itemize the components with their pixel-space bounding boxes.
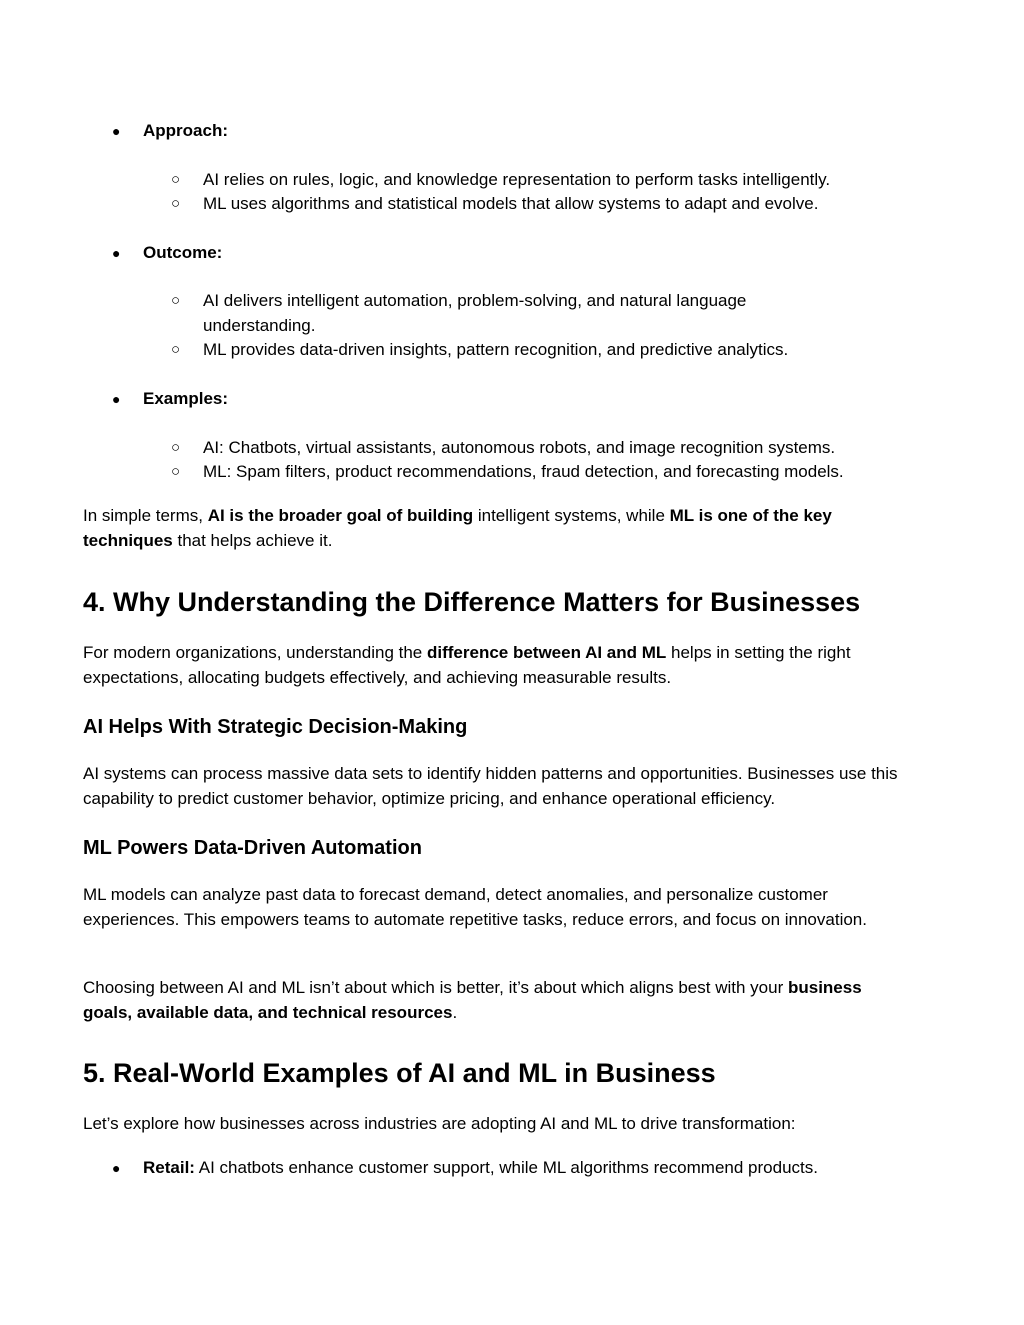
sub-bullet-icon: ○ xyxy=(171,439,181,456)
list-label: Outcome: xyxy=(143,243,223,262)
sub-list-item: AI: Chatbots, virtual assistants, autonomous robots, and image recognition systems. xyxy=(203,438,836,457)
sub-bullet-icon: ○ xyxy=(171,195,181,212)
paragraph-ml-automation: ML models can analyze past data to forecast demand, detect anomalies, and personalize customer experiences. This empowers teams to automate repetitive tasks, reduce errors, and focus on innovation. xyxy=(83,885,867,929)
paragraph-ai-strategic: AI systems can process massive data sets to identify hidden patterns and opportunities. Businesses use this capability to predict customer behavior, optimize pricing, and enhance operational efficiency. xyxy=(83,764,898,808)
list-item-outcome xyxy=(143,241,923,266)
list-item-approach xyxy=(143,119,923,144)
bullet-icon: ● xyxy=(112,123,121,139)
list-label: Examples: xyxy=(143,389,229,408)
subheading-ai-strategic: AI Helps With Strategic Decision-Making xyxy=(83,716,468,738)
sub-list-item: AI relies on rules, logic, and knowledge representation to perform tasks intelligently. xyxy=(203,170,831,189)
section-4-heading: 4. Why Understanding the Difference Matters for Businesses xyxy=(83,587,861,617)
bullet-icon: ● xyxy=(112,391,121,407)
bullet-icon: ● xyxy=(112,245,121,261)
subheading-ml-automation: ML Powers Data-Driven Automation xyxy=(83,837,422,859)
list-item-examples xyxy=(143,387,923,412)
section-5-heading: 5. Real-World Examples of AI and ML in Business xyxy=(83,1058,716,1088)
sub-bullet-icon: ○ xyxy=(171,171,181,188)
sub-bullet-icon: ○ xyxy=(171,292,181,309)
section-4-intro: For modern organizations, understanding the difference between AI and ML helps in setting the right expectations, allocating budgets effectively, and achieving measurable results. xyxy=(83,643,851,687)
bullet-icon: ● xyxy=(112,1160,121,1176)
sub-list-item: ML: Spam filters, product recommendations, fraud detection, and forecasting models. xyxy=(203,462,844,481)
list-item-retail: Retail: AI chatbots enhance customer support, while ML algorithms recommend products. xyxy=(143,1158,818,1177)
summary-paragraph: In simple terms, AI is the broader goal of building intelligent systems, while ML is one of the key techniques that helps achieve it. xyxy=(83,506,832,550)
sub-list-item: ML provides data-driven insights, pattern recognition, and predictive analytics. xyxy=(203,340,789,359)
list-label: Approach: xyxy=(143,121,228,140)
section-5-intro: Let’s explore how businesses across industries are adopting AI and ML to drive transformation: xyxy=(83,1114,796,1133)
section-4-closing: Choosing between AI and ML isn’t about which is better, it’s about which aligns best with your business goals, available data, and technical resources. xyxy=(83,978,862,1022)
sub-list-item: AI delivers intelligent automation, problem-solving, and natural language understanding. xyxy=(203,291,747,335)
sub-bullet-icon: ○ xyxy=(171,463,181,480)
sub-bullet-icon: ○ xyxy=(171,341,181,358)
sub-list-item: ML uses algorithms and statistical models that allow systems to adapt and evolve. xyxy=(203,194,819,213)
